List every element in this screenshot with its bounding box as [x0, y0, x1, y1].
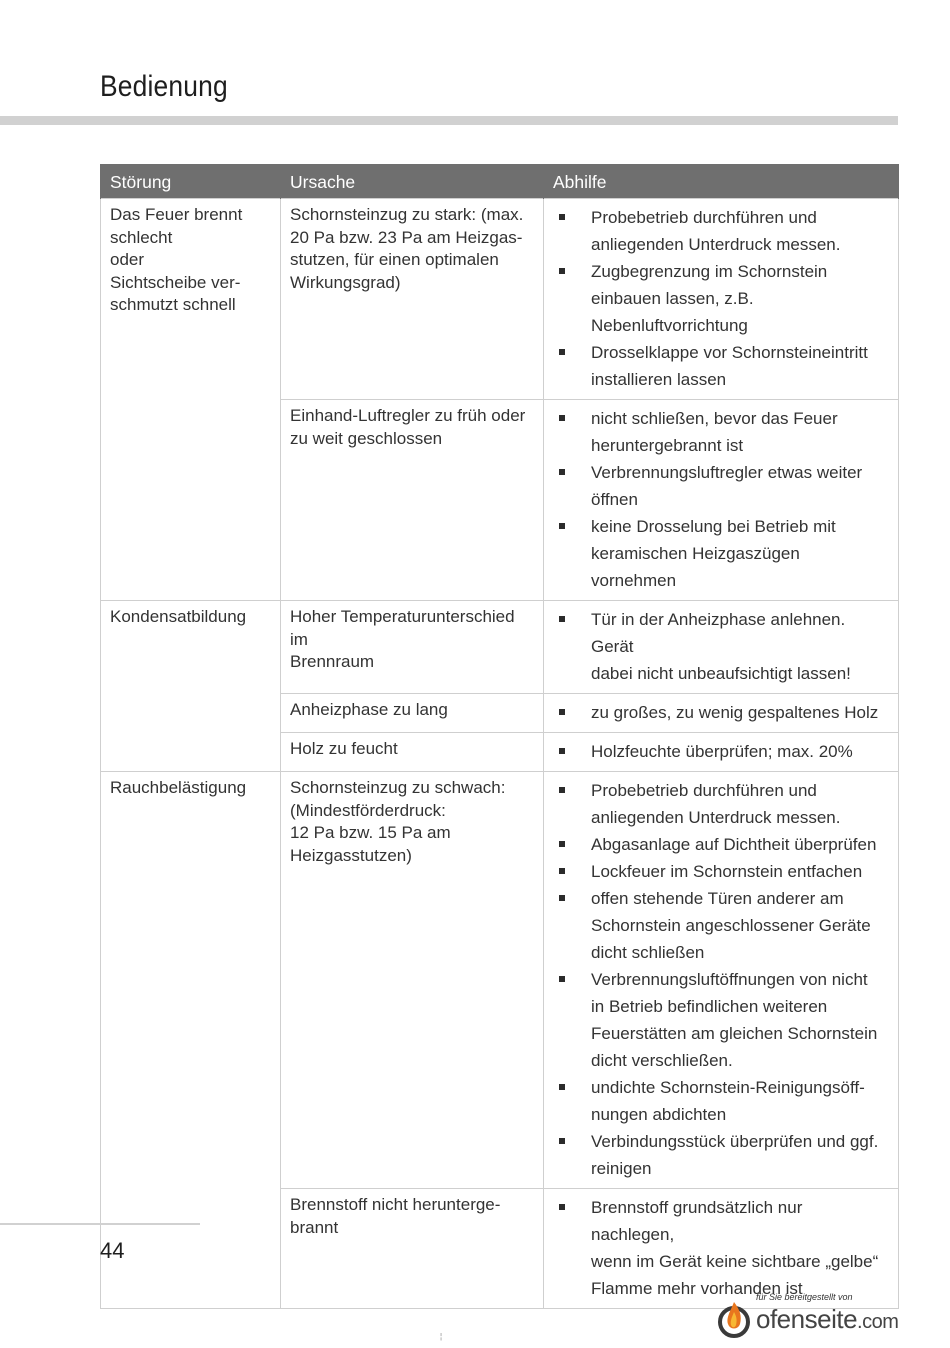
remedy-text-line: anliegenden Unterdruck messen.: [591, 235, 841, 254]
cause-cell: [281, 199, 544, 400]
square-bullet-icon: [559, 349, 565, 355]
fault-text-line: Das Feuer brennt: [110, 205, 243, 224]
remedy-text-line: Flamme mehr vorhanden ist: [591, 1279, 803, 1298]
cause-text-line: (Mindestförderdruck:: [290, 800, 446, 820]
square-bullet-icon: [559, 1084, 565, 1090]
square-bullet-icon: [559, 214, 565, 220]
cause-text-line: Holz zu feucht: [290, 739, 398, 758]
square-bullet-icon: [559, 523, 565, 529]
brand-name: [756, 1304, 898, 1335]
remedy-text-line: keramischen Heizgaszügen vornehmen: [591, 544, 800, 590]
remedy-text-line: Tür in der Anheizphase anlehnen. Gerät: [591, 610, 846, 656]
square-bullet-icon: [559, 469, 565, 475]
brand-tld: .com: [857, 1311, 899, 1333]
remedy-text-line: offen stehende Türen anderer am: [591, 889, 844, 908]
cause-text-line: Brennraum: [290, 652, 375, 671]
remedy-text-line: dabei nicht unbeaufsichtigt lassen!: [591, 664, 851, 683]
square-bullet-icon: [559, 616, 565, 622]
remedy-text-line: nicht schließen, bevor das Feuer: [591, 409, 838, 428]
header-remedy: Abhilfe: [544, 164, 899, 199]
remedy-item: [553, 204, 889, 258]
remedy-cell: [544, 772, 899, 1189]
remedy-item: [553, 699, 889, 726]
cause-cell: [281, 733, 544, 772]
remedy-text-line: öffnen: [591, 490, 638, 509]
remedy-cell: [544, 601, 899, 694]
remedy-item: [553, 459, 889, 513]
cause-text-line: Wirkungsgrad): [290, 272, 401, 292]
cause-text-line: Anheizphase zu lang: [290, 700, 448, 719]
cause-text-line: 20 Pa bzw. 23 Pa am Heizgas-: [290, 227, 523, 247]
remedy-text-line: Probebetrieb durchführen und: [591, 781, 817, 800]
remedy-text-line: undichte Schornstein-Reinigungsöff-: [591, 1078, 865, 1097]
brand-name-main: ofenseite: [756, 1304, 858, 1334]
remedy-list: [553, 204, 889, 393]
cause-text-line: Heizgasstutzen): [290, 845, 412, 865]
remedy-item: [553, 339, 889, 393]
remedy-cell: [544, 733, 899, 772]
page-title: Bedienung: [100, 70, 228, 103]
remedy-text-line: Zugbegrenzung im Schornstein: [591, 262, 828, 281]
cause-text-line: 12 Pa bzw. 15 Pa am: [290, 823, 451, 842]
remedy-text-line: dicht verschließen.: [591, 1051, 733, 1070]
footer-divider: [0, 1223, 200, 1225]
remedy-item: [553, 777, 889, 831]
remedy-text-line: Nebenluftvorrichtung: [591, 316, 748, 335]
remedy-cell: [544, 694, 899, 733]
remedy-item: [553, 258, 889, 339]
fault-cell: [101, 199, 281, 601]
header-fault: Störung: [101, 164, 281, 199]
fault-text-line: Kondensatbildung: [110, 607, 247, 626]
title-divider-bar: [0, 116, 898, 125]
page-number: 44: [100, 1238, 125, 1263]
fault-text-line: Rauchbelästigung: [110, 778, 247, 797]
remedy-item: [553, 885, 889, 966]
remedy-text-line: wenn im Gerät keine sichtbare „gelbe“: [591, 1252, 879, 1271]
remedy-item: [553, 966, 889, 1074]
square-bullet-icon: [559, 895, 565, 901]
remedy-text-line: Verbrennungsluftöffnungen von nicht: [591, 970, 868, 989]
remedy-item: [553, 738, 889, 765]
remedy-item: [553, 513, 889, 594]
square-bullet-icon: [559, 1204, 565, 1210]
remedy-text-line: Lockfeuer im Schornstein entfachen: [591, 862, 863, 881]
remedy-text-line: nungen abdichten: [591, 1105, 727, 1124]
header-cause: Ursache: [281, 164, 544, 199]
flame-logo-icon: [718, 1298, 752, 1338]
remedy-text-line: zu großes, zu wenig gespaltenes Holz: [591, 703, 879, 722]
remedy-text-line: Verbindungsstück überprüfen und ggf.: [591, 1132, 879, 1151]
square-bullet-icon: [559, 787, 565, 793]
remedy-item: [553, 1128, 889, 1182]
remedy-text-line: Probebetrieb durchführen und: [591, 208, 817, 227]
cause-text-line: Brennstoff nicht herunterge-: [290, 1195, 501, 1214]
remedy-item: [553, 858, 889, 885]
remedy-list: [553, 606, 889, 687]
table-header-row: [101, 164, 899, 199]
remedy-text-line: Verbrennungsluftregler etwas weiter: [591, 463, 863, 482]
cause-text-line: Schornsteinzug zu schwach:: [290, 778, 506, 797]
cause-cell: [281, 772, 544, 1189]
remedy-cell: [544, 400, 899, 601]
remedy-text-line: dicht schließen: [591, 943, 705, 962]
square-bullet-icon: [559, 841, 565, 847]
cause-text-line: stutzen, für einen optimalen: [290, 250, 499, 269]
remedy-cell: [544, 1189, 899, 1309]
remedy-text-line: in Betrieb befindlichen weiteren: [591, 997, 828, 1016]
cause-cell: [281, 1189, 544, 1309]
table-row: [101, 199, 899, 400]
remedy-list: [553, 738, 889, 765]
cause-cell: [281, 694, 544, 733]
remedy-cell: [544, 199, 899, 400]
fault-cell: [101, 772, 281, 1309]
remedy-text-line: Brennstoff grundsätzlich nur nachlegen,: [591, 1198, 803, 1244]
remedy-list: [553, 405, 889, 594]
remedy-text-line: installieren lassen: [591, 370, 727, 389]
cause-text-line: zu weit geschlossen: [290, 428, 443, 448]
brand-block: [718, 1292, 943, 1340]
remedy-text-line: Schornstein angeschlossener Geräte: [591, 916, 871, 935]
square-bullet-icon: [559, 748, 565, 754]
remedy-text-line: anliegenden Unterdruck messen.: [591, 808, 841, 827]
remedy-list: [553, 777, 889, 1182]
table-row: [101, 601, 899, 694]
remedy-text-line: keine Drosselung bei Betrieb mit: [591, 517, 836, 536]
fault-text-line: schmutzt schnell: [110, 295, 236, 314]
square-bullet-icon: [559, 709, 565, 715]
fault-text-line: oder: [110, 250, 145, 269]
remedy-text-line: Abgasanlage auf Dichtheit überprüfen: [591, 835, 877, 854]
remedy-text-line: reinigen: [591, 1159, 652, 1178]
remedy-text-line: Holzfeuchte überprüfen; max. 20%: [591, 742, 853, 761]
tiny-mark: ¦: [440, 1332, 443, 1341]
remedy-item: [553, 1074, 889, 1128]
square-bullet-icon: [559, 1138, 565, 1144]
square-bullet-icon: [559, 868, 565, 874]
brand-tagline: für Sie bereitgestellt von: [756, 1292, 853, 1302]
fault-cell: [101, 601, 281, 772]
cause-cell: [281, 601, 544, 694]
remedy-list: [553, 699, 889, 726]
cause-text-line: Schornsteinzug zu stark: (max.: [290, 205, 524, 224]
remedy-item: [553, 606, 889, 687]
remedy-list: [553, 1194, 889, 1302]
fault-text-line: Sichtscheibe ver-: [110, 272, 241, 292]
cause-text-line: Hoher Temperaturunterschied im: [290, 607, 515, 649]
remedy-item: [553, 1194, 889, 1302]
cause-text-line: brannt: [290, 1217, 339, 1237]
table-row: [101, 772, 899, 1189]
cause-text-line: Einhand-Luftregler zu früh oder: [290, 406, 526, 425]
remedy-item: [553, 405, 889, 459]
remedy-item: [553, 831, 889, 858]
square-bullet-icon: [559, 268, 565, 274]
fault-text-line: schlecht: [110, 227, 173, 247]
square-bullet-icon: [559, 976, 565, 982]
troubleshooting-table: [100, 164, 899, 1309]
square-bullet-icon: [559, 415, 565, 421]
table-body: [101, 199, 899, 1309]
cause-cell: [281, 400, 544, 601]
remedy-text-line: Feuerstätten am gleichen Schornstein: [591, 1024, 878, 1043]
remedy-text-line: Drosselklappe vor Schornsteineintritt: [591, 343, 868, 362]
remedy-text-line: heruntergebrannt ist: [591, 436, 744, 455]
remedy-text-line: einbauen lassen, z.B.: [591, 289, 754, 308]
